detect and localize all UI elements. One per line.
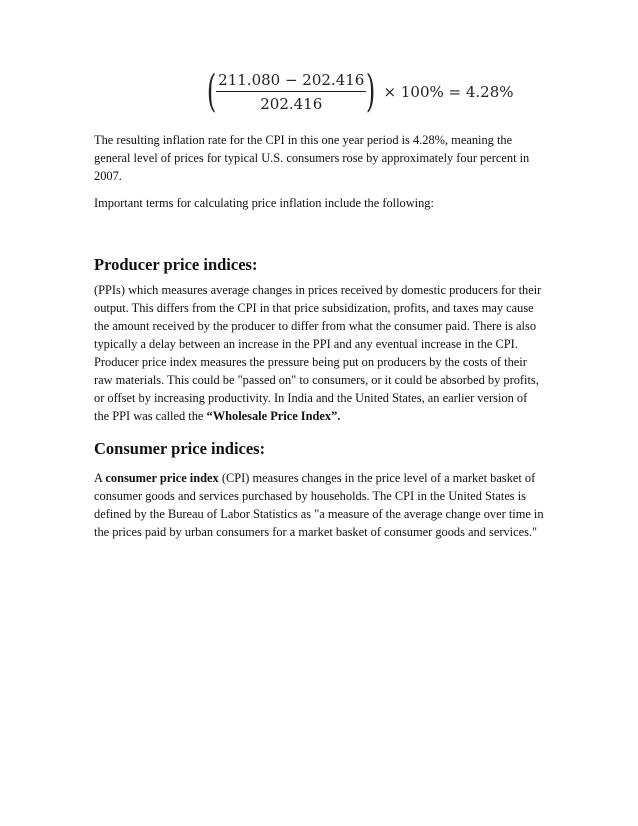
- right-paren: ): [366, 66, 376, 117]
- consumer-price-index-term: consumer price index: [105, 471, 219, 485]
- fraction-denominator: 202.416: [260, 95, 323, 113]
- inflation-formula: [203, 66, 514, 117]
- wholesale-price-index-term: “Wholesale Price Index”.: [206, 409, 341, 423]
- consumer-heading: Consumer price indices:: [94, 439, 266, 458]
- fraction: [216, 71, 366, 113]
- producer-paragraph: [94, 281, 544, 425]
- consumer-paragraph: [94, 469, 544, 541]
- consumer-lead: A: [94, 471, 106, 485]
- left-paren: (: [206, 66, 217, 117]
- producer-heading: Producer price indices:: [94, 255, 258, 274]
- formula-result: × 100% = 4.28%: [383, 83, 514, 101]
- producer-body: (PPIs) which measures average changes in prices received by domestic producers for their output. This differs from the CPI in that price subsidization, profits, and taxes may cause the amount received by the producer to differ from what the consumer paid. There is also typically a delay between an increase in the PPI and any eventual increase in the CPI. Producer price index measures the pressure being put on producers by the costs of their raw materials. This could be "passed on" to consumers, or it could be absorbed by profits, or offset by increasing productivity. In India and the United States, an earlier version of the PPI was called the: [94, 283, 542, 423]
- terms-paragraph: Important terms for calculating price inflation include the following:: [94, 196, 434, 210]
- result-paragraph: The resulting inflation rate for the CPI in this one year period is 4.28%, meaning the general level of prices for typical U.S. consumers rose by approximately four percent in 2007.: [94, 133, 530, 183]
- fraction-numerator: 211.080 − 202.416: [218, 71, 365, 89]
- consumer-body: (CPI) measures changes in the price level of a market basket of consumer goods and services purchased by households. The CPI in the United States is defined by the Bureau of Labor Statistics as "a measure of the average change over time in the prices paid by urban consumers for a market basket of consumer goods and services.": [94, 471, 544, 539]
